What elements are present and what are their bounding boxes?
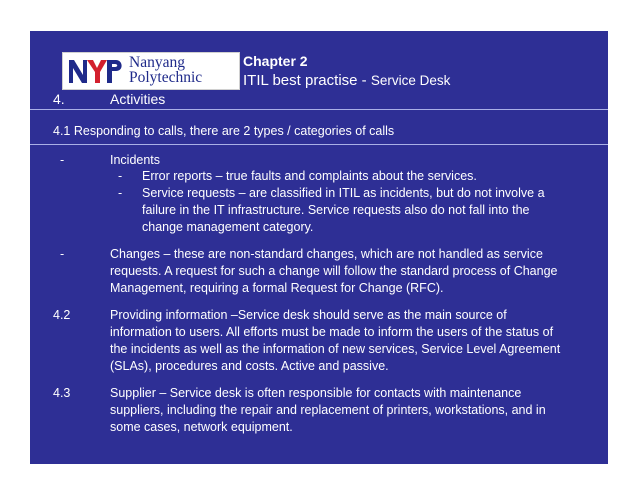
intro-text: 4.1 Responding to calls, there are 2 types / categories of calls	[53, 124, 395, 138]
nanyang-polytechnic-logo	[62, 52, 240, 90]
providing-line: information to users. All efforts must be made to inform the users of the status of	[110, 325, 554, 339]
section-number: 4.	[53, 91, 65, 107]
slide-title	[243, 72, 450, 89]
providing-line: the incidents as well as the information of new services, Service Level Agreement	[110, 342, 561, 356]
nyp-logo-icon	[66, 56, 128, 86]
section-title: Activities	[110, 91, 166, 107]
supplier-line: suppliers, including the repair and replacement of printers, workstations, and in	[110, 403, 546, 417]
incident-item-1-line: Error reports – true faults and complaints about the services.	[142, 169, 477, 183]
slide	[30, 31, 608, 464]
providing-line: (SLAs), procedures and costs. Active and passive.	[110, 359, 389, 373]
intro-divider	[30, 144, 608, 145]
header-divider	[30, 109, 608, 110]
changes-bullet: -	[60, 247, 65, 261]
logo-text-line2: Polytechnic	[129, 69, 203, 86]
incidents-bullet: -	[60, 153, 65, 167]
logo-text-line1: Nanyang	[129, 54, 185, 71]
slide-title-main: ITIL best practise -	[243, 72, 371, 89]
providing-line: Providing information –Service desk should serve as the main source of	[110, 308, 507, 322]
slide-title-sub: Service Desk	[370, 73, 451, 88]
incidents-label: Incidents	[110, 153, 161, 167]
incident-subbullet-1: -	[118, 169, 123, 183]
incident-item-2-line: failure in the IT infrastructure. Service requests also do not fall into the	[142, 203, 530, 217]
changes-line: Management, requiring a formal Request for Change (RFC).	[110, 281, 444, 295]
supplier-number: 4.3	[53, 386, 71, 400]
changes-line: Changes – these are non-standard changes, which are not handled as service	[110, 247, 543, 261]
incident-subbullet-2: -	[118, 186, 123, 200]
chapter-label: Chapter 2	[243, 53, 308, 69]
changes-line: requests. A request for such a change will follow the standard process of Change	[110, 264, 558, 278]
incident-item-2-line: Service requests – are classified in ITIL as incidents, but do not involve a	[142, 186, 545, 200]
incident-item-2-line: change management category.	[142, 220, 314, 234]
supplier-line: Supplier – Service desk is often responsible for contacts with maintenance	[110, 386, 522, 400]
supplier-line: some cases, network equipment.	[110, 420, 293, 434]
providing-number: 4.2	[53, 308, 71, 322]
